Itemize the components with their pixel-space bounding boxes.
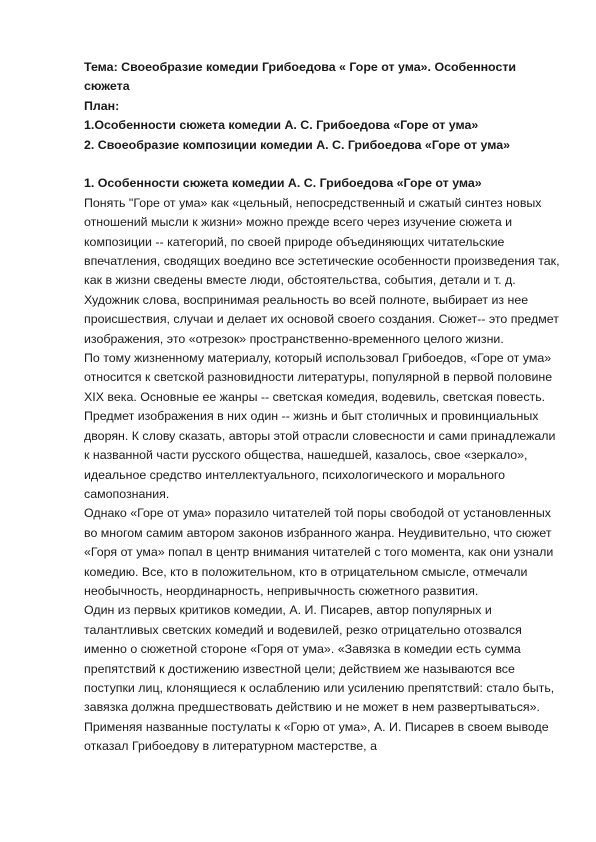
section-heading: 1. Особенности сюжета комедии А. С. Грибоедова «Горе от ума» — [84, 176, 482, 191]
plan-item-1: 1.Особенности сюжета комедии А. С. Грибоедова «Горе от ума» — [84, 118, 479, 133]
plan-item-2: 2. Своеобразие композиции комедии А. С. Грибоедова «Горе от ума» — [84, 137, 510, 152]
blank-line — [84, 155, 562, 174]
paragraph: Однако «Горе от ума» поразило читателей той поры свободой от установленных во многом самим автором законов избранного жанра. Неудивительно, что сюжет «Горя от ума» попал в центр внимания читателей с того момента, как они узнали комедию. Все, кто в положительном, кто в отрицательном смысле, отмечали необычность, неординарность, непривычность сюжетного развития. — [84, 506, 554, 598]
plan-heading: План: — [84, 98, 120, 113]
document-page — [84, 58, 562, 757]
paragraph: Один из первых критиков комедии, А. И. Писарев, автор популярных и талантливых светских комедий и водевилей, резко отрицательно отозвался именно о сюжетной стороне «Горя от ума». «Завязка в комедии есть сумма препятствий к достижению известной цели; действием же называются все поступки лиц, клонящиеся к ослаблению или усилению препятствий: стало быть, завязка должна предшествовать действию и не может в нем развертываться». Применяя названные постулаты к «Горю от ума», А. И. Писарев в своем выводе отказал Грибоедову в литературном мастерстве, а — [84, 603, 555, 754]
paragraph: Художник слова, воспринимая реальность во всей полноте, выбирает из нее происшествия, случаи и делает их основой своего создания. Сюжет-- это предмет изображения, это «отрезок» пространственно-временного целого жизни. — [84, 292, 559, 346]
paragraph: Понять "Горе от ума» как «цельный, непосредственный и сжатый синтез новых отношений мысли к жизни» можно прежде всего через изучение сюжета и композиции -- категорий, по своей природе объединяющих читательские впечатления, сводящих воедино все эстетические особенности произведения так, как в жизни сведены вместе люди, обстоятельства, события, детали и т. д. — [84, 195, 560, 288]
document-title: Тема: Своеобразие комедии Грибоедова « Горе от ума». Особенности сюжета — [84, 60, 517, 94]
paragraph: По тому жизненному материалу, который использовал Грибоедов, «Горе от ума» относится к светской разновидности литературы, популярной в первой половине XIX века. Основные ее жанры -- светская комедия, водевиль, светская повесть. Предмет изображения в них один -- жизнь и быт столичных и провинциальных дворян. К слову сказать, авторы этой отрасли словесности и сами принадлежали к названной части русского общества, нашедшей, казалось, свое «зеркало», идеальное средство интеллектуального, психологического и морального самопознания. — [84, 351, 556, 501]
